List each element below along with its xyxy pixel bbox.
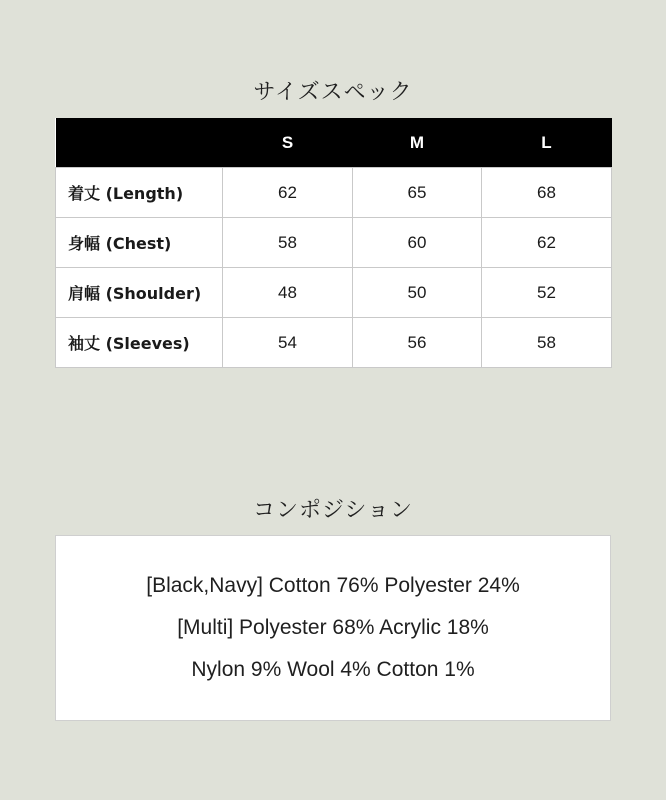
size-spec-title: サイズスペック xyxy=(253,80,413,105)
header-size-l: L xyxy=(482,118,612,168)
table-cell: 62 xyxy=(223,168,353,218)
table-cell: 58 xyxy=(482,318,612,368)
composition-title: コンポジション xyxy=(252,498,413,523)
composition-line: [Black,Navy] Cotton 76% Polyester 24% xyxy=(146,574,520,597)
composition-box xyxy=(55,535,611,721)
header-size-m: M xyxy=(353,118,482,168)
table-cell: 52 xyxy=(482,268,612,318)
header-size-s: S xyxy=(223,118,353,168)
composition-line: [Multi] Polyester 68% Acrylic 18% xyxy=(177,616,489,639)
table-row xyxy=(56,218,612,268)
table-row xyxy=(56,318,612,368)
row-label-length: 着丈 (Length) xyxy=(56,168,223,218)
table-cell: 56 xyxy=(353,318,482,368)
row-label-sleeves: 袖丈 (Sleeves) xyxy=(56,318,223,368)
header-empty xyxy=(56,118,223,168)
table-cell: 50 xyxy=(353,268,482,318)
table-cell: 62 xyxy=(482,218,612,268)
table-cell: 65 xyxy=(353,168,482,218)
table-row xyxy=(56,168,612,218)
table-header-row xyxy=(56,118,612,168)
row-label-shoulder: 肩幅 (Shoulder) xyxy=(56,268,223,318)
table-cell: 58 xyxy=(223,218,353,268)
composition-line: Nylon 9% Wool 4% Cotton 1% xyxy=(191,658,475,681)
table-row xyxy=(56,268,612,318)
size-spec-table xyxy=(55,118,612,368)
table-cell: 68 xyxy=(482,168,612,218)
table-cell: 60 xyxy=(353,218,482,268)
table-cell: 48 xyxy=(223,268,353,318)
table-cell: 54 xyxy=(223,318,353,368)
row-label-chest: 身幅 (Chest) xyxy=(56,218,223,268)
